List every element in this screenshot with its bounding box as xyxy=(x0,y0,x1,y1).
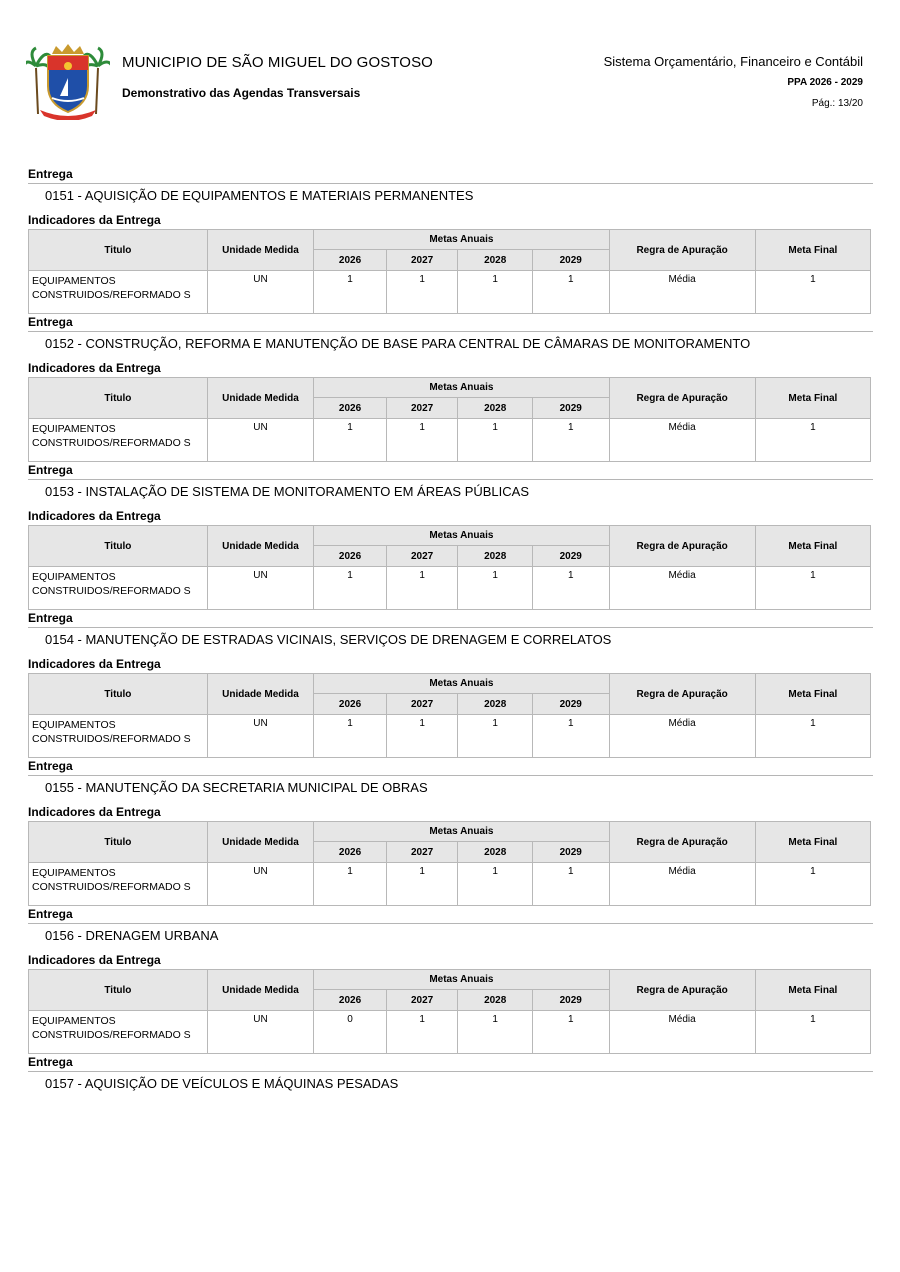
table-row xyxy=(29,1011,871,1054)
indicator-regra: Média xyxy=(609,567,755,610)
entrega-section xyxy=(28,610,873,758)
indicator-titulo: EQUIPAMENTOS CONSTRUIDOS/REFORMADO S xyxy=(29,715,208,758)
col-header-metas-anuais: Metas Anuais xyxy=(314,378,609,398)
indicator-meta-year: 0 xyxy=(314,1011,387,1054)
indicator-table xyxy=(28,377,871,462)
entrega-label: Entrega xyxy=(28,906,873,924)
entrega-label: Entrega xyxy=(28,462,873,480)
indicator-table xyxy=(28,969,871,1054)
col-header-year: 2027 xyxy=(386,250,458,271)
indicator-unidade: UN xyxy=(207,1011,313,1054)
col-header-unidade: Unidade Medida xyxy=(207,970,313,1011)
col-header-year: 2027 xyxy=(386,398,458,419)
entrega-title: 0153 - INSTALAÇÃO DE SISTEMA DE MONITORAMENTO EM ÁREAS PÚBLICAS xyxy=(45,484,530,499)
indicadores-label: Indicadores da Entrega xyxy=(28,953,161,967)
indicadores-label: Indicadores da Entrega xyxy=(28,509,161,523)
indicator-regra: Média xyxy=(609,271,755,314)
col-header-metas-anuais: Metas Anuais xyxy=(314,230,609,250)
indicator-meta-year: 1 xyxy=(314,271,387,314)
entrega-section xyxy=(28,462,873,610)
col-header-meta-final: Meta Final xyxy=(755,230,870,271)
municipal-coat-of-arms-icon xyxy=(26,40,110,120)
col-header-unidade: Unidade Medida xyxy=(207,230,313,271)
table-row xyxy=(29,715,871,758)
indicator-meta-year: 1 xyxy=(386,567,458,610)
table-row xyxy=(29,419,871,462)
indicator-meta-year: 1 xyxy=(314,863,387,906)
indicator-meta-year: 1 xyxy=(386,863,458,906)
table-row xyxy=(29,567,871,610)
entrega-section xyxy=(28,1054,873,1094)
entrega-title: 0154 - MANUTENÇÃO DE ESTRADAS VICINAIS, SERVIÇOS DE DRENAGEM E CORRELATOS xyxy=(45,632,612,647)
col-header-year: 2028 xyxy=(458,398,533,419)
col-header-regra: Regra de Apuração xyxy=(609,674,755,715)
entrega-label: Entrega xyxy=(28,166,873,184)
report-body xyxy=(28,166,873,1094)
col-header-year: 2029 xyxy=(532,990,609,1011)
col-header-year: 2028 xyxy=(458,250,533,271)
indicator-regra: Média xyxy=(609,863,755,906)
indicator-meta-final: 1 xyxy=(755,1011,870,1054)
col-header-unidade: Unidade Medida xyxy=(207,822,313,863)
indicator-meta-year: 1 xyxy=(458,715,533,758)
col-header-regra: Regra de Apuração xyxy=(609,230,755,271)
indicator-titulo: EQUIPAMENTOS CONSTRUIDOS/REFORMADO S xyxy=(29,271,208,314)
indicator-meta-final: 1 xyxy=(755,271,870,314)
indicator-table xyxy=(28,821,871,906)
indicator-regra: Média xyxy=(609,419,755,462)
indicator-meta-year: 1 xyxy=(532,271,609,314)
indicator-meta-year: 1 xyxy=(386,419,458,462)
col-header-meta-final: Meta Final xyxy=(755,526,870,567)
col-header-year: 2029 xyxy=(532,250,609,271)
col-header-regra: Regra de Apuração xyxy=(609,970,755,1011)
table-row xyxy=(29,863,871,906)
report-header xyxy=(0,0,900,140)
entrega-section xyxy=(28,166,873,314)
indicator-meta-final: 1 xyxy=(755,715,870,758)
indicator-meta-year: 1 xyxy=(314,419,387,462)
col-header-year: 2027 xyxy=(386,990,458,1011)
indicator-meta-final: 1 xyxy=(755,863,870,906)
indicator-meta-year: 1 xyxy=(314,567,387,610)
entrega-title: 0157 - AQUISIÇÃO DE VEÍCULOS E MÁQUINAS PESADAS xyxy=(45,1076,399,1091)
col-header-year: 2027 xyxy=(386,694,458,715)
indicadores-label: Indicadores da Entrega xyxy=(28,361,161,375)
col-header-metas-anuais: Metas Anuais xyxy=(314,526,609,546)
col-header-year: 2026 xyxy=(314,546,387,567)
col-header-metas-anuais: Metas Anuais xyxy=(314,822,609,842)
col-header-meta-final: Meta Final xyxy=(755,674,870,715)
col-header-year: 2028 xyxy=(458,546,533,567)
col-header-year: 2026 xyxy=(314,398,387,419)
entrega-label: Entrega xyxy=(28,610,873,628)
col-header-year: 2029 xyxy=(532,398,609,419)
indicator-meta-year: 1 xyxy=(532,1011,609,1054)
col-header-unidade: Unidade Medida xyxy=(207,526,313,567)
ppa-period: PPA 2026 - 2029 xyxy=(787,77,863,88)
col-header-unidade: Unidade Medida xyxy=(207,378,313,419)
entrega-label: Entrega xyxy=(28,758,873,776)
col-header-meta-final: Meta Final xyxy=(755,822,870,863)
indicator-titulo: EQUIPAMENTOS CONSTRUIDOS/REFORMADO S xyxy=(29,567,208,610)
indicadores-label: Indicadores da Entrega xyxy=(28,805,161,819)
indicator-meta-year: 1 xyxy=(458,863,533,906)
col-header-year: 2028 xyxy=(458,842,533,863)
col-header-titulo: Titulo xyxy=(29,526,208,567)
indicator-table xyxy=(28,229,871,314)
indicator-unidade: UN xyxy=(207,715,313,758)
col-header-meta-final: Meta Final xyxy=(755,378,870,419)
indicator-regra: Média xyxy=(609,1011,755,1054)
indicator-meta-year: 1 xyxy=(532,863,609,906)
indicator-titulo: EQUIPAMENTOS CONSTRUIDOS/REFORMADO S xyxy=(29,419,208,462)
col-header-titulo: Titulo xyxy=(29,822,208,863)
col-header-year: 2026 xyxy=(314,694,387,715)
indicator-meta-year: 1 xyxy=(386,271,458,314)
col-header-metas-anuais: Metas Anuais xyxy=(314,970,609,990)
col-header-year: 2029 xyxy=(532,842,609,863)
indicator-table xyxy=(28,673,871,758)
entrega-label: Entrega xyxy=(28,314,873,332)
col-header-regra: Regra de Apuração xyxy=(609,822,755,863)
entrega-title: 0151 - AQUISIÇÃO DE EQUIPAMENTOS E MATERIAIS PERMANENTES xyxy=(45,188,474,203)
col-header-year: 2027 xyxy=(386,842,458,863)
indicator-meta-year: 1 xyxy=(386,715,458,758)
entrega-title: 0156 - DRENAGEM URBANA xyxy=(45,928,219,943)
entrega-section xyxy=(28,758,873,906)
indicator-titulo: EQUIPAMENTOS CONSTRUIDOS/REFORMADO S xyxy=(29,1011,208,1054)
table-row xyxy=(29,271,871,314)
indicator-unidade: UN xyxy=(207,419,313,462)
col-header-regra: Regra de Apuração xyxy=(609,526,755,567)
entrega-label: Entrega xyxy=(28,1054,873,1072)
col-header-unidade: Unidade Medida xyxy=(207,674,313,715)
indicator-meta-year: 1 xyxy=(458,567,533,610)
col-header-year: 2028 xyxy=(458,990,533,1011)
indicator-regra: Média xyxy=(609,715,755,758)
entrega-section xyxy=(28,906,873,1054)
indicator-meta-final: 1 xyxy=(755,419,870,462)
indicadores-label: Indicadores da Entrega xyxy=(28,657,161,671)
indicator-meta-year: 1 xyxy=(458,271,533,314)
indicator-meta-year: 1 xyxy=(532,715,609,758)
indicator-meta-year: 1 xyxy=(458,419,533,462)
indicator-unidade: UN xyxy=(207,863,313,906)
col-header-year: 2029 xyxy=(532,546,609,567)
organization-name: MUNICIPIO DE SÃO MIGUEL DO GOSTOSO xyxy=(122,54,433,71)
col-header-year: 2026 xyxy=(314,842,387,863)
indicadores-label: Indicadores da Entrega xyxy=(28,213,161,227)
col-header-year: 2028 xyxy=(458,694,533,715)
col-header-year: 2027 xyxy=(386,546,458,567)
indicator-meta-year: 1 xyxy=(532,567,609,610)
col-header-year: 2029 xyxy=(532,694,609,715)
col-header-titulo: Titulo xyxy=(29,230,208,271)
indicator-meta-year: 1 xyxy=(458,1011,533,1054)
col-header-titulo: Titulo xyxy=(29,378,208,419)
indicator-meta-year: 1 xyxy=(532,419,609,462)
indicator-meta-year: 1 xyxy=(386,1011,458,1054)
report-title: Demonstrativo das Agendas Transversais xyxy=(122,86,361,100)
col-header-year: 2026 xyxy=(314,990,387,1011)
indicator-unidade: UN xyxy=(207,567,313,610)
indicator-meta-year: 1 xyxy=(314,715,387,758)
col-header-metas-anuais: Metas Anuais xyxy=(314,674,609,694)
col-header-titulo: Titulo xyxy=(29,970,208,1011)
indicator-meta-final: 1 xyxy=(755,567,870,610)
entrega-title: 0155 - MANUTENÇÃO DA SECRETARIA MUNICIPAL DE OBRAS xyxy=(45,780,428,795)
entrega-section xyxy=(28,314,873,462)
system-name: Sistema Orçamentário, Financeiro e Contábil xyxy=(603,54,863,69)
indicator-table xyxy=(28,525,871,610)
indicator-unidade: UN xyxy=(207,271,313,314)
page-number: Pág.: 13/20 xyxy=(811,98,863,109)
indicator-titulo: EQUIPAMENTOS CONSTRUIDOS/REFORMADO S xyxy=(29,863,208,906)
entrega-title: 0152 - CONSTRUÇÃO, REFORMA E MANUTENÇÃO DE BASE PARA CENTRAL DE CÂMARAS DE MONITORAMENTO xyxy=(45,336,751,351)
col-header-titulo: Titulo xyxy=(29,674,208,715)
col-header-regra: Regra de Apuração xyxy=(609,378,755,419)
col-header-year: 2026 xyxy=(314,250,387,271)
col-header-meta-final: Meta Final xyxy=(755,970,870,1011)
